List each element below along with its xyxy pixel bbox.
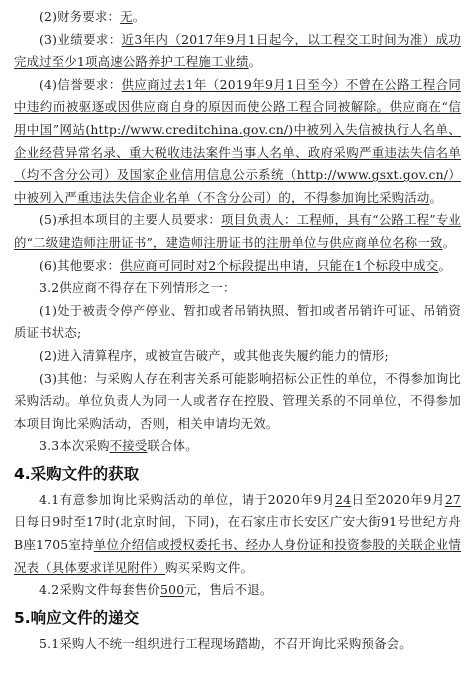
- clause-text: 购买采购文件。: [165, 559, 254, 575]
- item-value: 近3年内（2017年9月1日起今，以工程交工时间为准）成功完成过至少1项高速公路养护工程施工业绩: [14, 31, 462, 70]
- item-end: 。: [438, 257, 452, 273]
- clause-text: 联合体。: [147, 438, 198, 454]
- price-value: 500: [160, 582, 185, 598]
- item-value: 供应商过去1年（2019年9月1日至今）不曾在公路工程合同中违约而被驱逐或因供应商自身的原因而使公路工程合同被解除。供应商在“信用中国”网站(http://www.creditchina.gov.cn/)中被列入失信被执行人名单、企业经营异常名录、重大税收违法案件当事人名单、政府采购严重违法失信名单（均不含分公司）及国家企业信用信息公示系统（http://www.gsxt.gov.cn/）中被列入严重违法失信企业名单（不含分公司）的，不得参加询比采购活动: [14, 76, 462, 205]
- credit-requirement: [14, 74, 461, 210]
- clause-text: 日每日9时至17时(北京时间，下同)，在石家庄市长安区广安大街91号世纪方舟B座1705室持: [14, 514, 461, 553]
- staff-requirement: [14, 209, 461, 254]
- clause-3-3: [14, 435, 461, 458]
- clause-3-2-item-2: (2)进入清算程序，或被宣告破产，或其他丧失履约能力的情形;: [39, 347, 389, 363]
- end-day: 27: [444, 491, 462, 507]
- clause-3-2-item-1: (1)处于被责令停产停业、暂扣或者吊销执照、暂扣或者吊销许可证、吊销资质证书状态;: [14, 302, 461, 341]
- financial-requirement: [14, 6, 461, 29]
- performance-requirement: [14, 29, 461, 74]
- clause-4-2: [14, 579, 461, 602]
- required-documents: 单位介绍信或授权委托书、经办人身份证和投资参股的关联企业情况表（具体要求详见附件）: [14, 537, 461, 575]
- item-number: (2): [39, 9, 58, 24]
- item-end: 。: [132, 9, 146, 24]
- start-day: 24: [335, 491, 352, 507]
- clause-text: 4.1有意参加询比采购活动的单位，请于2020年9月: [39, 491, 335, 507]
- clause-text: 3.3本次采购: [39, 438, 110, 454]
- item-label: 承担本项目的主要人员要求：: [57, 212, 222, 228]
- item-label: 业绩要求：: [57, 31, 122, 47]
- item-end: 。: [429, 189, 443, 205]
- item-number: (5): [39, 212, 58, 228]
- item-label: 信誉要求：: [57, 76, 122, 92]
- section-heading-5: 5.响应文件的递交: [14, 608, 140, 627]
- section-heading-4: 4.采购文件的获取: [14, 464, 140, 483]
- item-end: 。: [248, 54, 262, 70]
- clause-4-1: [14, 489, 461, 579]
- item-value: 无: [120, 9, 133, 24]
- clause-3-2-intro: 3.2供应商不得存在下列情形之一：: [39, 280, 236, 296]
- item-label: 财务要求：: [57, 9, 121, 24]
- underlined-text: 不接受: [109, 438, 148, 454]
- other-requirement: [14, 255, 461, 278]
- item-end: 。: [442, 234, 456, 250]
- item-value: 供应商可同时对2个标段提出申请，只能在1个标段中成交: [120, 257, 439, 273]
- clause-text: 元，售后不退。: [184, 582, 273, 598]
- item-value: 项目负责人：工程师，具有“公路工程”专业的“二级建造师注册证书”，建造师注册证书的注册单位与供应商单位名称一致: [14, 212, 461, 250]
- clause-5-1: 5.1采购人不统一组织进行工程现场踏勘，不召开询比采购预备会。: [39, 635, 412, 651]
- clause-text: 日至2020年9月: [351, 491, 445, 507]
- item-label: 其他要求：: [57, 257, 121, 273]
- clause-text: 4.2采购文件每套售价: [39, 582, 161, 598]
- item-number: (4): [39, 76, 58, 92]
- item-number: (6): [39, 257, 58, 273]
- clause-3-2-item-3: (3)其他：与采购人存在利害关系可能影响招标公正性的单位，不得参加询比采购活动。单位负责人为同一人或者存在控股、管理关系的不同单位，不得参加本项目询比采购活动，否则，相关申请均无效。: [14, 370, 461, 431]
- item-number: (3): [39, 31, 58, 47]
